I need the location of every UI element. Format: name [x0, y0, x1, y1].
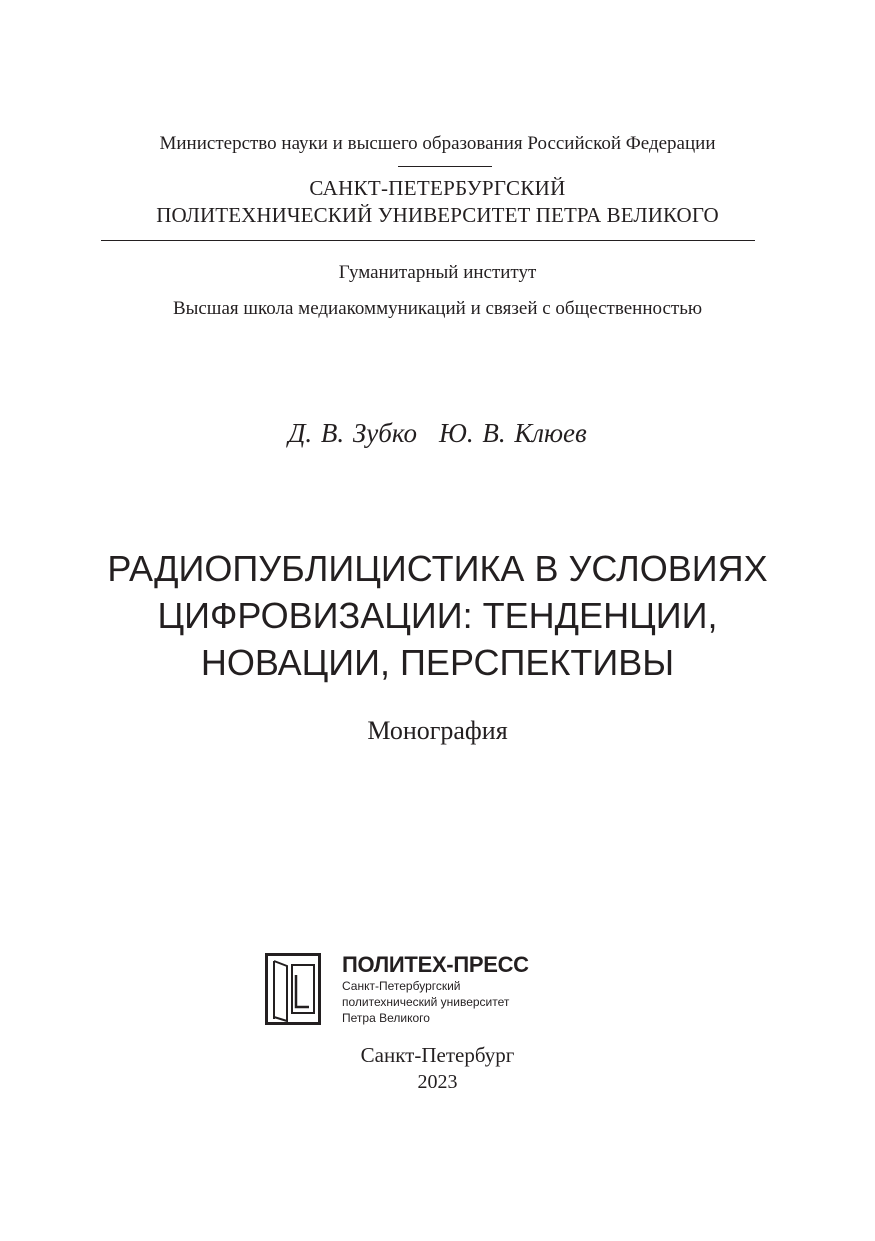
university-name-line1: САНКТ-ПЕТЕРБУРГСКИЙ — [309, 176, 566, 200]
publisher-name: ПОЛИТЕХ-ПРЕСС — [342, 952, 529, 977]
ministry-line: Министерство науки и высшего образования Российской Федерации — [159, 133, 716, 154]
publisher-line-3: Петра Великого — [342, 1011, 430, 1025]
publisher-line-2: политехнический университет — [342, 995, 510, 1009]
imprint-city: Санкт-Петербург — [360, 1043, 515, 1067]
subtitle: Монография — [367, 716, 508, 745]
author-2: Ю. В. Клюев — [438, 418, 587, 448]
publisher-line-1: Санкт-Петербургский — [342, 979, 461, 993]
school-line: Высшая школа медиакоммуникаций и связей с общественностью — [172, 298, 703, 319]
title-line-1: РАДИОПУБЛИЦИСТИКА В УСЛОВИЯХ — [107, 548, 768, 589]
title-line-2: ЦИФРОВИЗАЦИИ: ТЕНДЕНЦИИ, — [157, 595, 718, 636]
university-name-line2: ПОЛИТЕХНИЧЕСКИЙ УНИВЕРСИТЕТ ПЕТРА ВЕЛИКОГО — [156, 203, 719, 227]
publisher-block — [342, 952, 529, 1026]
authors — [0, 418, 875, 449]
short-divider — [398, 166, 492, 167]
long-divider — [101, 240, 755, 241]
book-frame-logo-icon — [265, 953, 321, 1025]
institute-line: Гуманитарный институт — [338, 262, 537, 283]
title-line-3: НОВАЦИИ, ПЕРСПЕКТИВЫ — [200, 642, 675, 683]
book-title — [0, 545, 875, 686]
imprint-year: 2023 — [417, 1071, 458, 1093]
author-1: Д. В. Зубко — [288, 418, 417, 448]
